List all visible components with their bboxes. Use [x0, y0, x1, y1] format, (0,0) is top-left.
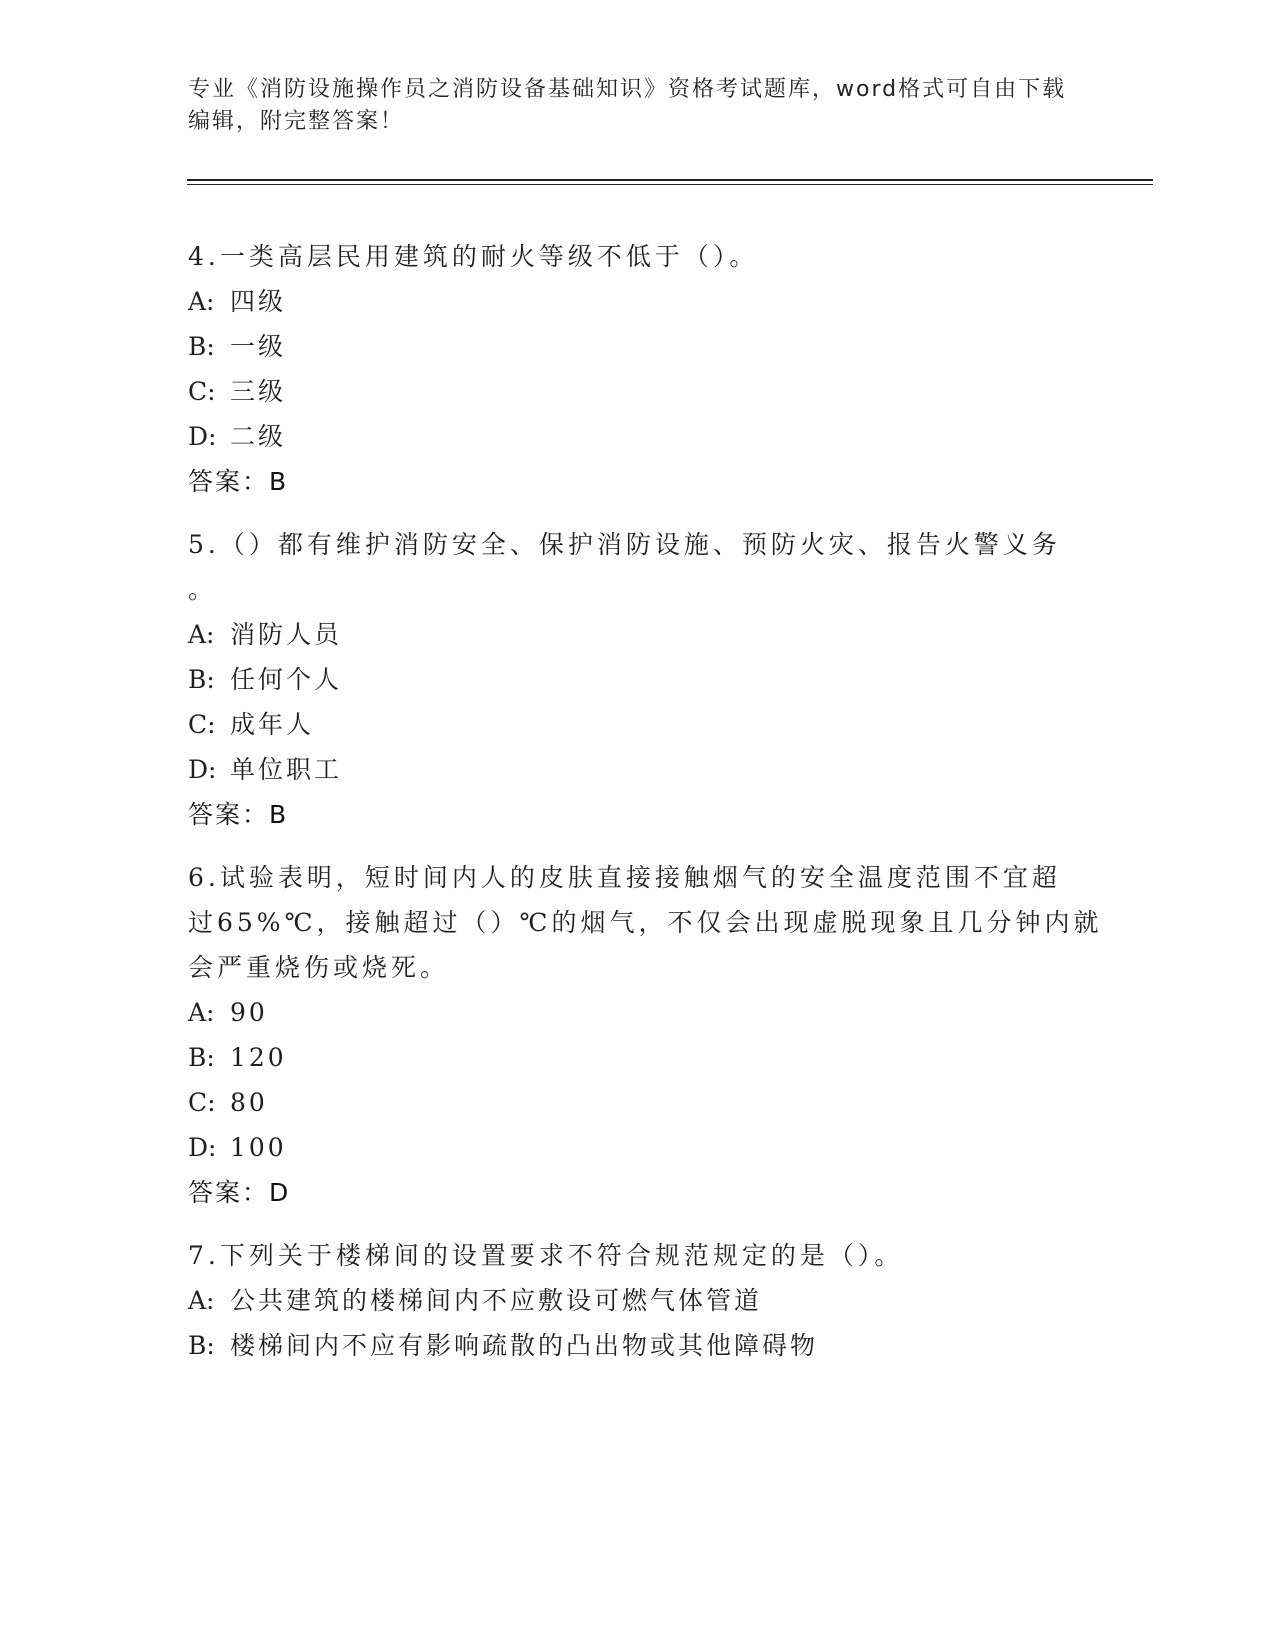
question-6-text: 6.试验表明，短时间内人的皮肤直接接触烟气的安全温度范围不宜超 [188, 863, 1061, 892]
question-5-answer [188, 792, 1108, 837]
question-5-option-b [188, 657, 1108, 702]
option-text: 消防人员 [230, 620, 343, 649]
question-6-option-c [188, 1080, 1108, 1125]
question-4-option-a [188, 279, 1108, 324]
answer-label: 答案： [188, 467, 270, 496]
option-text: 80 [230, 1088, 268, 1117]
option-text: 楼梯间内不应有影响疏散的凸出物或其他障碍物 [230, 1331, 819, 1360]
option-label: D: [188, 422, 217, 451]
question-6-answer [188, 1170, 1108, 1215]
question-5-text: 5.（）都有维护消防安全、保护消防设施、预防火灾、报告火警义务 [188, 530, 1061, 559]
option-label: C: [188, 1088, 216, 1117]
document-header: 专业《消防设施操作员之消防设备基础知识》资格考试题库，word格式可自由下载编辑，附完整答案！ [188, 77, 1067, 134]
question-6-option-d [188, 1125, 1108, 1170]
header-divider-thick [187, 179, 1153, 181]
question-6-option-b [188, 1035, 1108, 1080]
question-7-option-b [188, 1323, 1108, 1368]
question-5-option-c [188, 702, 1108, 747]
answer-label: 答案： [188, 1178, 270, 1207]
option-text: 四级 [230, 287, 287, 316]
answer-label: 答案： [188, 800, 270, 829]
option-text: 90 [230, 998, 268, 1027]
option-label: B: [188, 332, 215, 361]
question-list [188, 234, 1108, 1386]
option-label: A: [188, 620, 215, 649]
option-label: A: [188, 1286, 215, 1315]
question-4 [188, 234, 1108, 504]
answer-value: B [269, 800, 287, 829]
option-text: 一级 [230, 332, 287, 361]
question-4-text: 4.一类高层民用建筑的耐火等级不低于（）。 [188, 242, 759, 271]
question-4-option-b [188, 324, 1108, 369]
question-4-option-d [188, 414, 1108, 459]
answer-value: B [269, 467, 287, 496]
option-text: 100 [230, 1133, 287, 1162]
option-label: C: [188, 710, 216, 739]
header-divider-thin [187, 184, 1153, 185]
option-label: B: [188, 1043, 215, 1072]
question-7 [188, 1233, 1108, 1368]
question-5-text-continued: 。 [188, 575, 218, 604]
option-label: D: [188, 755, 217, 784]
question-5 [188, 522, 1108, 837]
question-7-option-a [188, 1278, 1108, 1323]
option-text: 120 [230, 1043, 287, 1072]
option-label: B: [188, 1331, 215, 1360]
question-6-text-continued: 过65%℃，接触超过（）℃的烟气，不仅会出现虚脱现象且几分钟内就 [188, 908, 1103, 937]
question-7-text: 7.下列关于楼梯间的设置要求不符合规范规定的是（）。 [188, 1241, 904, 1270]
question-5-option-a [188, 612, 1108, 657]
option-text: 成年人 [230, 710, 315, 739]
option-text: 公共建筑的楼梯间内不应敷设可燃气体管道 [230, 1286, 763, 1315]
question-4-answer [188, 459, 1108, 504]
question-6-text-continued: 会严重烧伤或烧死。 [188, 953, 450, 982]
option-text: 任何个人 [230, 665, 343, 694]
option-text: 二级 [230, 422, 287, 451]
option-text: 三级 [230, 377, 287, 406]
option-label: C: [188, 377, 216, 406]
option-label: A: [188, 998, 215, 1027]
question-6-option-a [188, 990, 1108, 1035]
option-text: 单位职工 [230, 755, 343, 784]
question-4-option-c [188, 369, 1108, 414]
option-label: A: [188, 287, 215, 316]
option-label: D: [188, 1133, 217, 1162]
question-6 [188, 855, 1108, 1215]
answer-value: D [269, 1178, 289, 1207]
option-label: B: [188, 665, 215, 694]
question-5-option-d [188, 747, 1108, 792]
